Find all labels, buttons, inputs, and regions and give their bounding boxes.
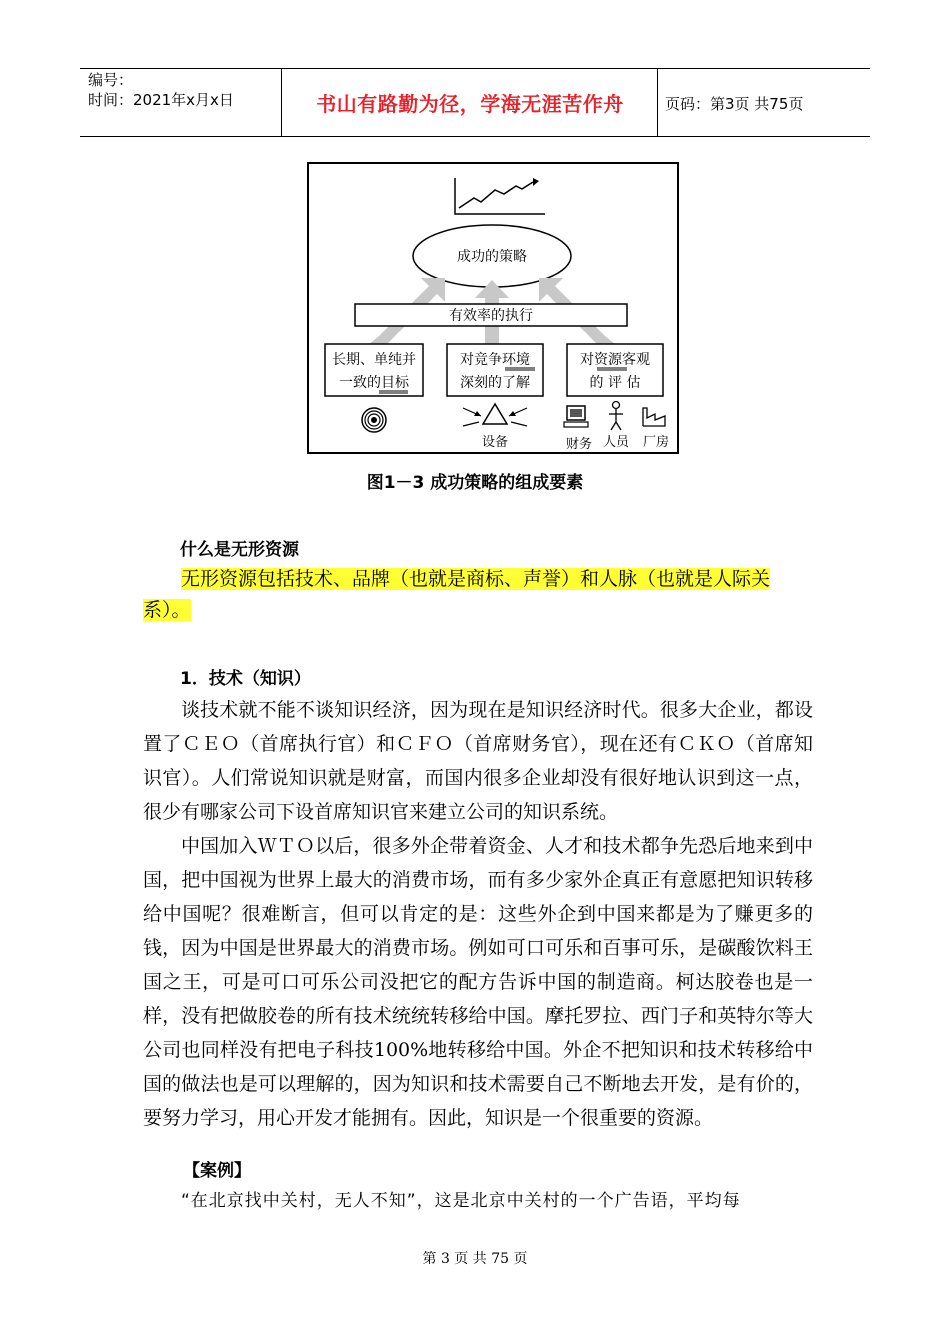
header-top-rule xyxy=(80,68,870,69)
case-heading: 【案例】 xyxy=(183,1161,251,1181)
highlight-text-2: 系）。 xyxy=(143,599,191,621)
competition-triangle-icon xyxy=(463,404,527,426)
paragraph-foreign-companies: 中国加入ＷＴＯ以后，很多外企带着资金、人才和技术都争先恐后地来到中国，把中国视为世界上最大的消费市场，而有多少家外企真正有意愿把知识转移给中国呢？很难断言，但可以肯定的是：这些外企到中国来都是为了赚更多的钱，因为中国是世界最大的消费市场。例如可口可乐和百事可乐，是碳酸饮料王国之王，可是可口可乐公司没把它的配方告诉中国的制造商。柯达胶卷也是一样，没有把做胶卷的所有技术统统转移给中国。摩托罗拉、西门子和英特尔等大公司也同样没有把电子科技100%地转移给中国。外企不把知识和技术转移给中国的做法也是可以理解的，因为知识和技术需要自己不断地去开发，是有价的，要努力学习，用心开发才能拥有。因此，知识是一个很重要的资源。 xyxy=(143,835,813,1129)
factory-label: 厂房 xyxy=(642,435,670,450)
growth-chart-icon xyxy=(455,178,545,214)
section-heading-intangible: 什么是无形资源 xyxy=(180,540,299,560)
strategy-label: 成功的策略 xyxy=(457,249,527,265)
people-label: 人员 xyxy=(602,435,630,450)
paragraph-knowledge-economy: 谈技术就不能不谈知识经济，因为现在是知识经济时代。很多大企业，都设置了ＣＥＯ（首席执行官）和ＣＦＯ（首席财务官），现在还有ＣＫＯ（首席知识官）。人们常说知识就是财富，而国内很多企业却没有很好地认识到这一点，很少有哪家公司下设首席知识官来建立公司的知识系统。 xyxy=(143,699,813,823)
header-bottom-rule xyxy=(80,136,870,137)
finance-label: 财务 xyxy=(565,437,593,452)
figure-caption: 图1－3 成功策略的组成要素 xyxy=(366,473,584,493)
computer-icon xyxy=(564,406,588,427)
goal-line1: 长期、单纯并 xyxy=(332,352,416,368)
target-icon xyxy=(362,408,386,432)
strategy-diagram xyxy=(309,164,677,452)
person-icon xyxy=(609,402,623,431)
competition-line2: 深刻的了解 xyxy=(460,375,530,391)
highlight-line-1 xyxy=(181,566,770,592)
header-motto: 书山有路勤为径，学海无涯苦作舟 xyxy=(316,92,624,116)
goal-line2: 一致的目标 xyxy=(339,375,409,391)
header-divider-right xyxy=(657,68,658,136)
highlight-text-1: 无形资源包括技术、品牌（也就是商标、声誉）和人脉（也就是人际关 xyxy=(181,568,771,590)
factory-icon xyxy=(643,408,665,426)
case-text: “在北京找中关村，无人不知”，这是北京中关村的一个广告语，平均每 xyxy=(181,1191,741,1211)
equipment-label: 设备 xyxy=(481,435,509,450)
execution-label: 有效率的执行 xyxy=(449,308,533,324)
resource-line2: 的 评 估 xyxy=(589,375,641,391)
header-time-label: 时间：2021年x月x日 xyxy=(88,91,234,109)
highlight-line-2 xyxy=(143,597,191,623)
header-page-info: 页码：第3页 共75页 xyxy=(665,95,804,113)
page-footer: 第 3 页 共 75 页 xyxy=(422,1251,528,1267)
section-heading-technology: 1．技术（知识） xyxy=(180,669,311,689)
strategy-figure xyxy=(307,162,679,454)
header-meta xyxy=(88,70,234,110)
competition-line1: 对竞争环境 xyxy=(460,352,530,368)
resource-line1: 对资源客观 xyxy=(580,352,650,368)
header-number-label: 编号： xyxy=(88,71,134,89)
header-divider-left xyxy=(281,68,282,136)
